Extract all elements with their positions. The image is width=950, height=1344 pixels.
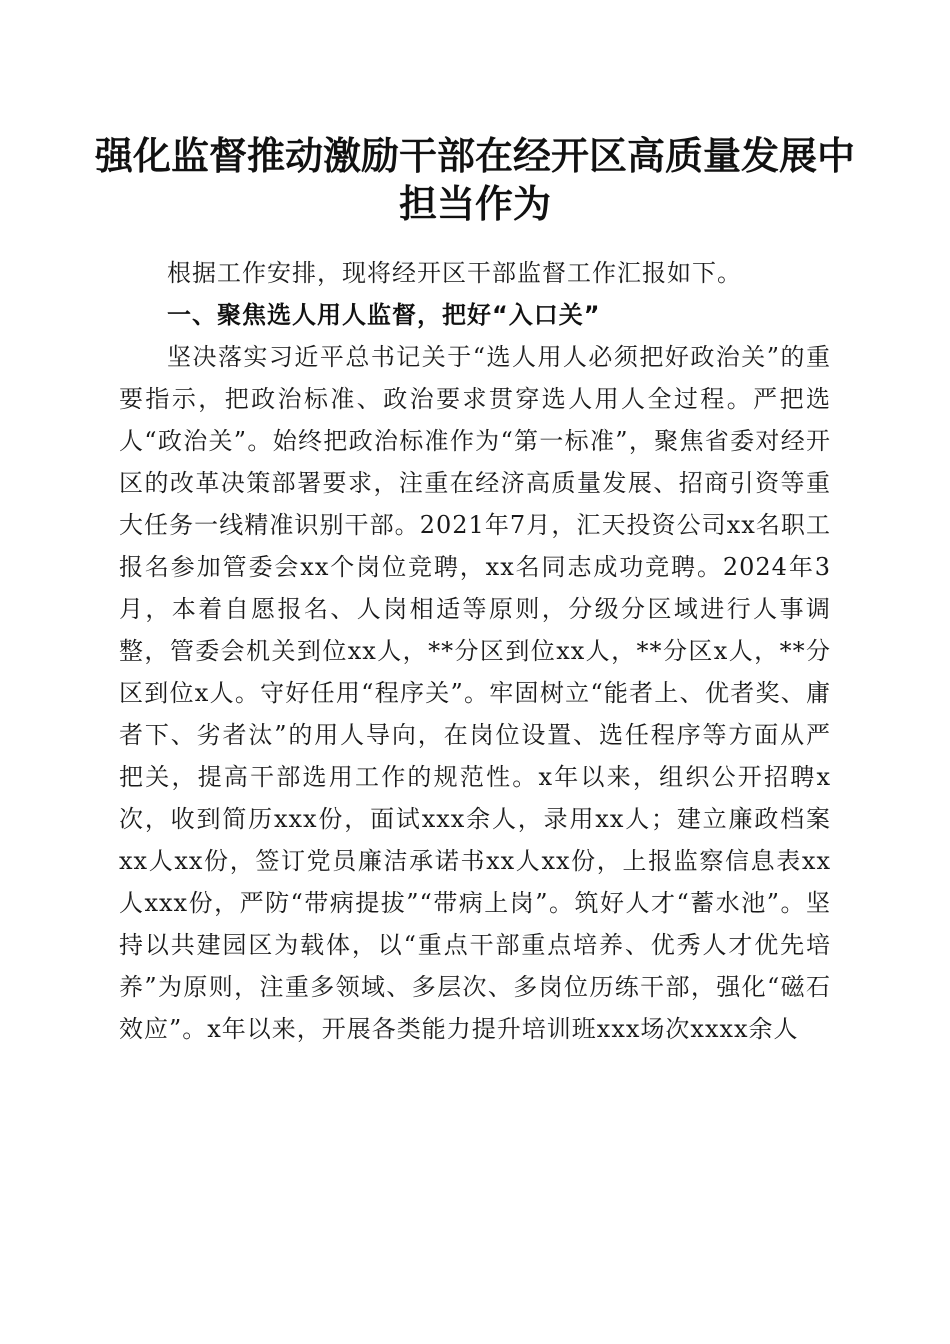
document-body [119, 252, 831, 1050]
body-paragraph: 坚决落实习近平总书记关于“选人用人必须把好政治关”的重要指示，把政治标准、政治要求贯穿选人用人全过程。严把选人“政治关”。始终把政治标准作为“第一标准”，聚焦省委对经开区的改革决策部署要求，注重在经济高质量发展、招商引资等重大任务一线精准识别干部。2021年7月，汇天投资公司xx名职工报名参加管委会xx个岗位竞聘，xx名同志成功竞聘。2024年3月，本着自愿报名、人岗相适等原则，分级分区域进行人事调整，管委会机关到位xx人，**分区到位xx人，**分区x人，**分区到位x人。守好任用“程序关”。牢固树立“能者上、优者奖、庸者下、劣者汰”的用人导向，在岗位设置、选任程序等方面从严把关，提高干部选用工作的规范性。x年以来，组织公开招聘x次，收到简历xxx份，面试xxx余人，录用xx人；建立廉政档案xx人xx份，签订党员廉洁承诺书xx人xx份，上报监察信息表xx人xxx份，严防“带病提拔”“带病上岗”。筑好人才“蓄水池”。坚持以共建园区为载体，以“重点干部重点培养、优秀人才优先培养”为原则，注重多领域、多层次、多岗位历练干部，强化“磁石效应”。x年以来，开展各类能力提升培训班xxx场次xxxx余人 [119, 343, 831, 1043]
document-title: 强化监督推动激励干部在经开区高质量发展中担当作为 [94, 133, 855, 226]
intro-paragraph: 根据工作安排，现将经开区干部监督工作汇报如下。 [167, 259, 742, 287]
section-heading: 一、聚焦选人用人监督，把好“入口关” [167, 301, 601, 329]
